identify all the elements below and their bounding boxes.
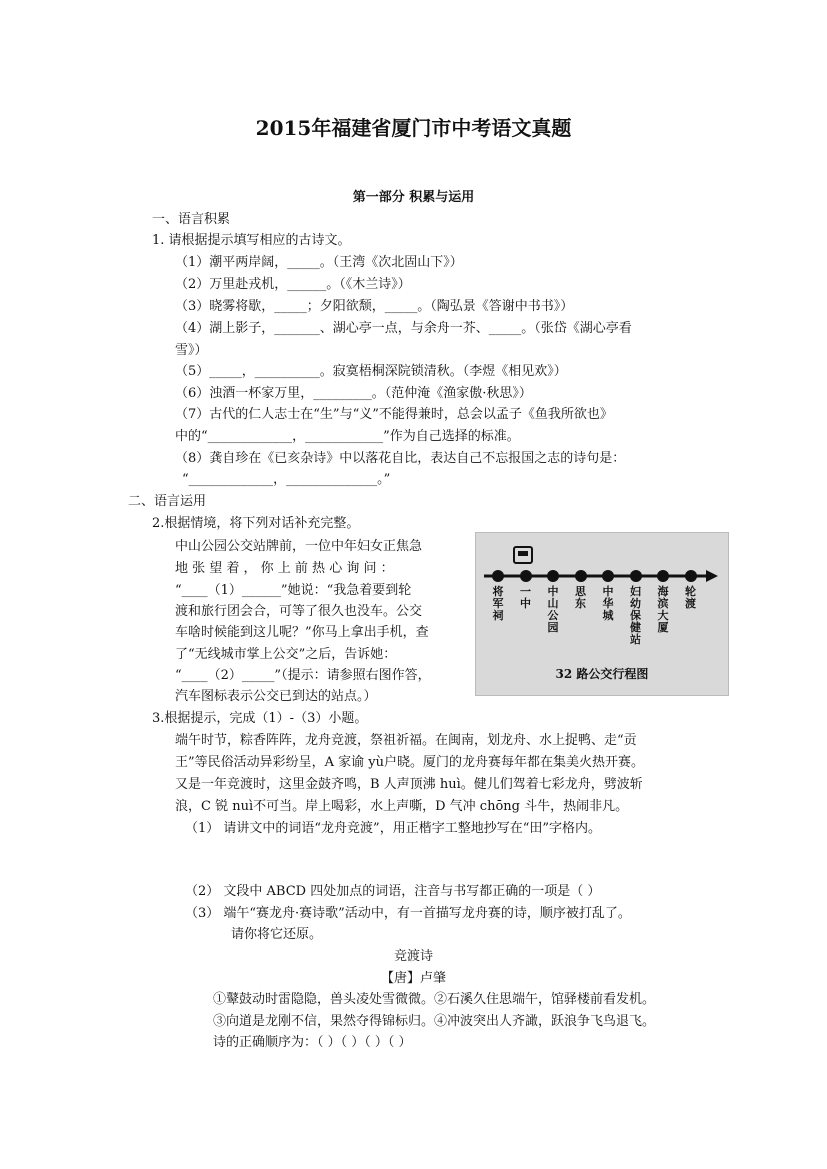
route-map-caption: 32 路公交行程图 (555, 667, 649, 681)
route-stop-dot (520, 570, 532, 582)
route-stop-dot (630, 570, 642, 582)
q3-passage-line: 王”等民俗活动异彩纷呈，A 家谕 yù户晓。厦门的龙舟赛每年都在集美火热开赛。 (175, 755, 645, 770)
q3-sub3: （3） 端午“赛龙舟·赛诗歌”活动中，有一首描写龙舟赛的诗，顺序被打乱了。 (185, 906, 631, 921)
q1-item: （2）万里赴戎机，______。（《木兰诗》） (175, 277, 411, 292)
arrow-icon (706, 570, 718, 582)
part-heading: 第一部分 积累与运用 (352, 190, 475, 205)
q1-item: 中的“_____________，____________”作为自己选择的标准。 (175, 429, 520, 444)
poem-line: ③向道是龙刚不信，果然夺得锦标归。④冲波突出人齐譀，跃浪争飞鸟退飞。 (213, 1014, 656, 1029)
route-stop-label: 中华城 (602, 585, 614, 622)
question-3-prompt: 3.根据提示，完成（1）-（3）小题。 (152, 711, 368, 726)
route-stop-dot (657, 570, 669, 582)
q3-passage-line: 端午时节，粽香阵阵，龙舟竞渡，祭祖祈福。在闽南，划龙舟、水上捉鸭、走“贡 (175, 733, 637, 748)
q1-item: （5）_____，__________。寂寞梧桐深院锁清秋。（李煜《相见欢》） (175, 364, 567, 379)
route-stop-label: 中山公园 (547, 585, 559, 634)
q2-line: 了“无线城市掌上公交”之后，告诉她： (175, 647, 397, 662)
route-stop-label: 思东 (575, 585, 586, 610)
q1-item: （8）龚自珍在《已亥杂诗》中以落花自比，表达自己不忘报国之志的诗句是： (175, 451, 626, 466)
route-stop-label: 海滨大厦 (657, 585, 669, 634)
section-heading: 一、语言积累 (152, 212, 231, 227)
q1-item: （1）潮平两岸阔，_____。（王湾《次北固山下》） (175, 255, 463, 270)
poem-title: 竞渡诗 (393, 949, 433, 964)
q2-line: 地 张 望 着 ， 你 上 前 热 心 询 问 ： (175, 561, 394, 576)
route-stop-dot (492, 570, 504, 582)
q3-sub2: （2） 文段中 ABCD 四处加点的词语，注音与书写都正确的一项是（ ） (185, 884, 601, 899)
route-stop-label: 一中 (520, 585, 531, 610)
q3-passage-line: 浪，C 锐 nuì不可当。岸上喝彩，水上声嘶，D 气冲 chōng 斗牛，热闹非凡。 (175, 799, 629, 814)
q2-line: “____（1）______”她说：“我急着要到轮 (175, 583, 412, 598)
q2-line: 中山公园公交站牌前，一位中年妇女正焦急 (175, 539, 423, 554)
section-heading: 二、语言运用 (128, 494, 207, 509)
q2-line: 车啥时候能到这儿呢？”你马上拿出手机，查 (175, 625, 429, 640)
q1-item: （7）古代的仁人志士在“生”与“义”不能得兼时，总会以孟子《鱼我所欲也》 (175, 407, 613, 422)
q2-line: 汽车图标表示公交已到达的站点。） (175, 689, 377, 704)
q1-item: （4）湖上影子，_______、湖心亭一点，与余舟一芥、_____。（张岱《湖心亭看 (175, 321, 632, 336)
route-stop-dot (547, 570, 559, 582)
route-stop-label: 轮渡 (685, 585, 696, 610)
poem-author: 【唐】卢肇 (380, 971, 446, 986)
q1-item: 雪》） (175, 343, 208, 358)
route-stop-label: 将军祠 (492, 585, 504, 622)
bus-route-map (475, 532, 729, 696)
q1-item: （3）晓雾将歇，_____；夕阳欲颓，_____。（陶弘景《答谢中书书》） (175, 299, 574, 314)
q3-sub1: （1） 请讲文中的词语“龙舟竞渡”，用正楷字工整地抄写在“田”字格内。 (185, 821, 601, 836)
question-2-prompt: 2.根据情境，将下列对话补充完整。 (152, 516, 360, 531)
q3-sub3-cont: 请你将它还原。 (231, 927, 323, 942)
q2-line: “____（2）_____”（提示：请参照右图作答， (175, 668, 431, 683)
q1-item: “_____________，______________。” (182, 472, 391, 487)
page-title: 2015年福建省厦门市中考语文真题 (255, 116, 572, 140)
q1-item: （6）浊酒一杯家万里，_________。（范仲淹《渔家傲·秋思》） (175, 386, 532, 401)
q2-line: 渡和旅行团会合，可等了很久也没车。公交 (175, 604, 423, 619)
route-stop-dot (685, 570, 697, 582)
poem-line: ①鼙鼓动时雷隐隐，兽头凌处雪微微。②石溪久住思端午，馆驿楼前看发机。 (213, 992, 656, 1007)
poem-order: 诗的正确顺序为：（ ）（ ）（ ）（ ） (213, 1035, 412, 1050)
q3-passage-line: 又是一年竞渡时，这里金鼓齐鸣，B 人声顶沸 huì。健儿们驾着七彩龙舟，劈波斩 (175, 777, 643, 792)
route-stop-dot (602, 570, 614, 582)
route-stop-label: 妇幼保健站 (630, 585, 641, 646)
route-stop-dot (575, 570, 587, 582)
question-1-prompt: 1. 请根据提示填写相应的古诗文。 (152, 233, 351, 248)
